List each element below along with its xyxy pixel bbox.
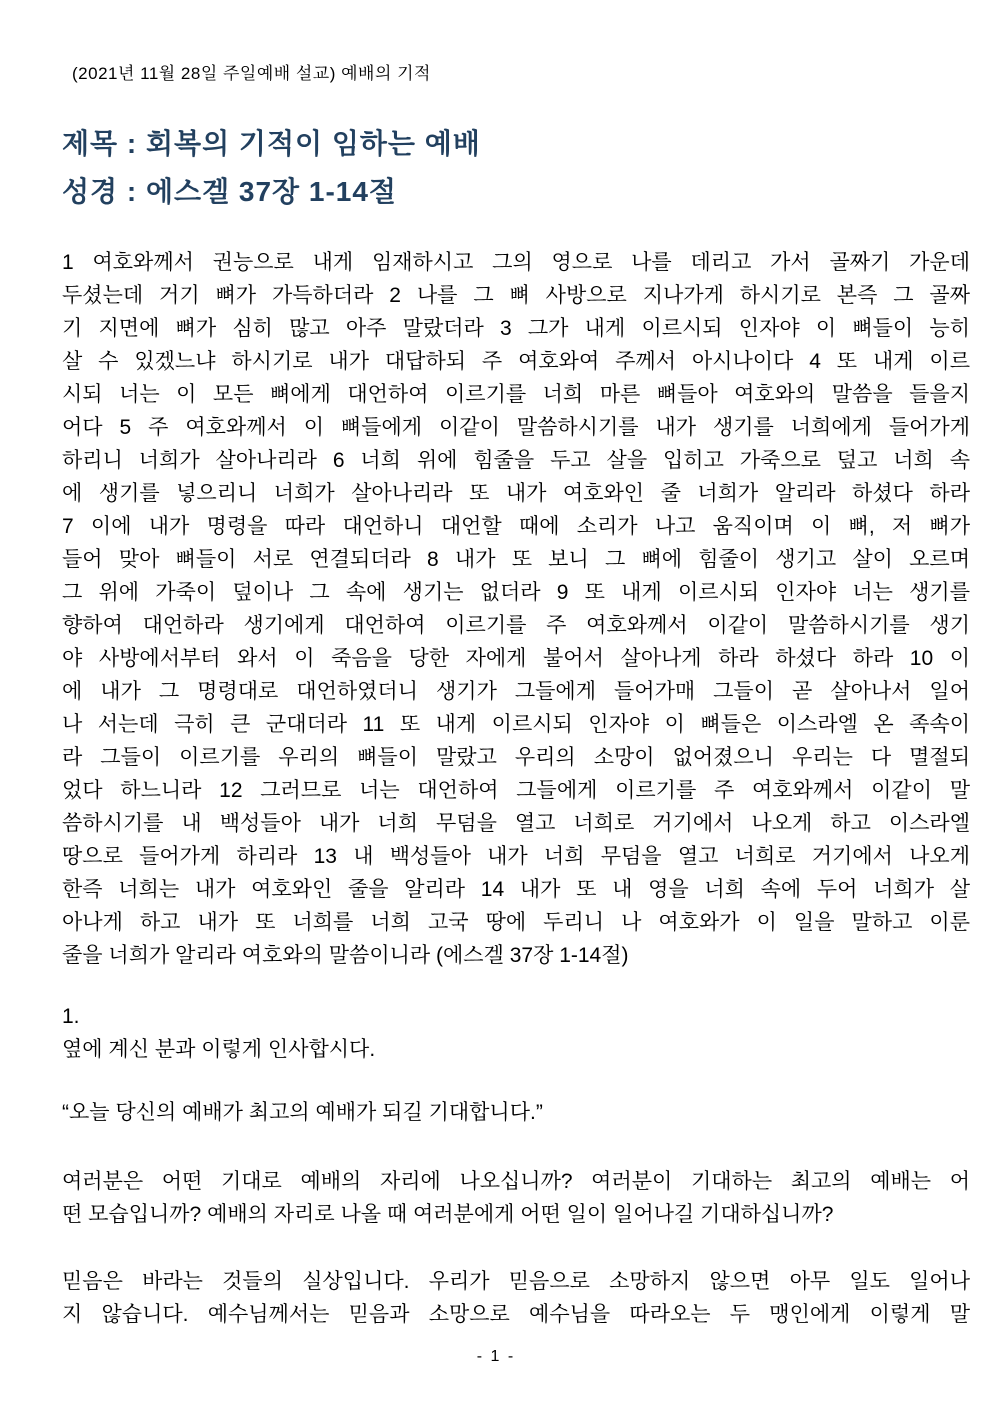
- sermon-title: 제목 : 회복의 기적이 임하는 예배: [62, 128, 481, 159]
- scripture-line: 땅으로 들어가게 하리라 13 내 백성들아 내가 너희 무덤을 열고 너희로 거기에서 나오게: [62, 845, 970, 868]
- scripture-line: 들어 맞아 뼈들이 서로 연결되더라 8 내가 또 보니 그 뼈에 힘줄이 생기고 살이 오르며: [62, 548, 970, 571]
- scripture-line: 1 여호와께서 권능으로 내게 임재하시고 그의 영으로 나를 데리고 가서 골짜기 가운데: [62, 251, 970, 274]
- scripture-line: 었다 하느니라 12 그러므로 너는 대언하여 그들에게 이르기를 주 여호와께서 이같이 말: [62, 779, 970, 802]
- scripture-line: 향하여 대언하라 생기에게 대언하여 이르기를 주 여호와께서 이같이 말씀하시기를 생기: [62, 614, 970, 637]
- scripture-line-last: 줄을 너희가 알리라 여호와의 말씀이니라 (에스겔 37장 1-14절): [62, 944, 629, 967]
- faith-paragraph: [62, 1265, 970, 1331]
- scripture-line: 야 사방에서부터 와서 이 죽음을 당한 자에게 불어서 살아나게 하라 하셨다 하라 10 이: [62, 647, 970, 670]
- scripture-line: 한즉 너희는 내가 여호와인 줄을 알리라 14 내가 또 내 영을 너희 속에 두어 너희가 살: [62, 878, 970, 901]
- scripture-line: 하리니 너희가 살아나리라 6 너희 위에 힘줄을 두고 살을 입히고 가죽으로 덮고 너희 속: [62, 449, 970, 472]
- scripture-line: 어다 5 주 여호와께서 이 뼈들에게 이같이 말씀하시기를 내가 생기를 너희에게 들어가게: [62, 416, 970, 439]
- scripture-line: 그 위에 가죽이 덮이나 그 속에 생기는 없더라 9 또 내게 이르시되 인자야 너는 생기를: [62, 581, 970, 604]
- scripture-line: 7 이에 내가 명령을 따라 대언하니 대언할 때에 소리가 나고 움직이며 이 뼈, 저 뼈가: [62, 515, 970, 538]
- scripture-line: 두셨는데 거기 뼈가 가득하더라 2 나를 그 뼈 사방으로 지나가게 하시기로 본즉 그 골짜: [62, 284, 970, 307]
- scripture-line: 시되 너는 이 모든 뼈에게 대언하여 이르기를 너희 마른 뼈들아 여호와의 말씀을 들을지: [62, 383, 970, 406]
- paragraph-line: 떤 모습입니까? 예배의 자리로 나올 때 여러분에게 어떤 일이 일어나길 기대하십니까?: [62, 1203, 834, 1226]
- section-one: [62, 1000, 970, 1066]
- sermon-header-line: (2021년 11월 28일 주일예배 설교) 예배의 기적: [72, 64, 431, 83]
- scripture-passage: [62, 246, 970, 972]
- scripture-line: 씀하시기를 내 백성들아 내가 너희 무덤을 열고 너희로 거기에서 나오게 하고 이스라엘: [62, 812, 970, 835]
- scripture-line: 에 내가 그 명령대로 대언하였더니 생기가 그들에게 들어가매 그들이 곧 살아나서 일어: [62, 680, 970, 703]
- paragraph-line: 지 않습니다. 예수님께서는 믿음과 소망으로 예수님을 따라오는 두 맹인에게 이렇게 말: [62, 1303, 970, 1326]
- question-paragraph: [62, 1165, 970, 1231]
- section-number: 1.: [62, 1005, 80, 1028]
- scripture-line: 아나게 하고 내가 또 너희를 너희 고국 땅에 두리니 나 여호와가 이 일을 말하고 이룬: [62, 911, 970, 934]
- sermon-scripture-ref: 성경 : 에스겔 37장 1-14절: [62, 176, 397, 207]
- page-number: - 1 -: [476, 1348, 516, 1365]
- greeting-quote-block: [62, 1096, 970, 1129]
- scripture-line: 라 그들이 이르기를 우리의 뼈들이 말랐고 우리의 소망이 없어졌으니 우리는 다 멸절되: [62, 746, 970, 769]
- greeting-instruction: 옆에 계신 분과 이렇게 인사합시다.: [62, 1038, 376, 1061]
- paragraph-line: 여러분은 어떤 기대로 예배의 자리에 나오십니까? 여러분이 기대하는 최고의 예배는 어: [62, 1170, 970, 1193]
- sermon-heading: [62, 120, 970, 216]
- scripture-line: 나 서는데 극히 큰 군대더라 11 또 내게 이르시되 인자야 이 뼈들은 이스라엘 온 족속이: [62, 713, 970, 736]
- scripture-line: 기 지면에 뼈가 심히 많고 아주 말랐더라 3 그가 내게 이르시되 인자야 이 뼈들이 능히: [62, 317, 970, 340]
- scripture-line: 에 생기를 넣으리니 너희가 살아나리라 또 내가 여호와인 줄 너희가 알리라 하셨다 하라: [62, 482, 970, 505]
- greeting-quote: “오늘 당신의 예배가 최고의 예배가 되길 기대합니다.”: [62, 1101, 543, 1124]
- scripture-line: 살 수 있겠느냐 하시기로 내가 대답하되 주 여호와여 주께서 아시나이다 4 또 내게 이르: [62, 350, 970, 373]
- paragraph-line: 믿음은 바라는 것들의 실상입니다. 우리가 믿음으로 소망하지 않으면 아무 일도 일어나: [62, 1270, 970, 1293]
